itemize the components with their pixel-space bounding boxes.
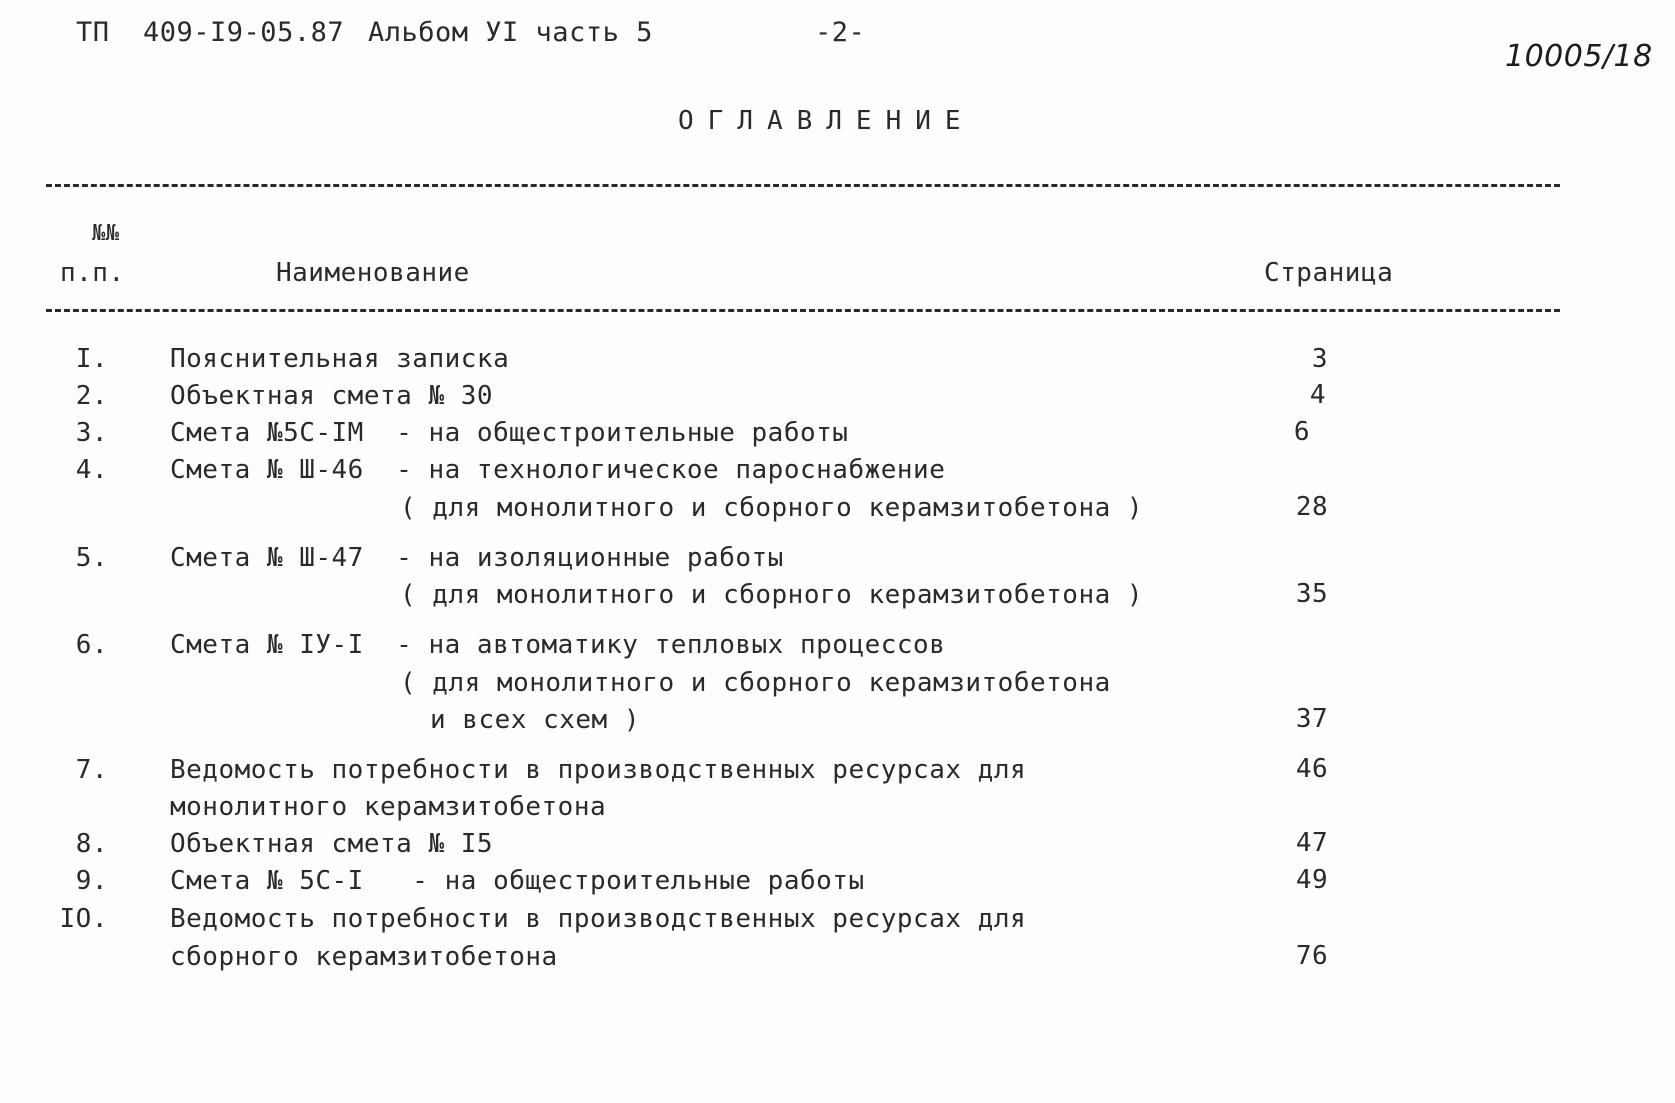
entry-2-number: 2. (75, 381, 108, 411)
entry-6-page: 37 (1295, 704, 1329, 734)
col-num-bottom: п.п. (60, 258, 125, 288)
entry-4-title: Смета № Ш-46 - на технологическое пароснабжение (170, 455, 946, 485)
entry-7-subtitle: монолитного керамзитобетона (170, 792, 607, 822)
archive-number: 10005/18 (1505, 39, 1653, 74)
entry-8-page: 47 (1295, 828, 1329, 858)
entry-2-title: Объектная смета № 30 (170, 381, 494, 411)
page-marker: -2- (815, 17, 866, 48)
col-num-top: №№ (92, 221, 120, 246)
entry-5-page: 35 (1295, 579, 1329, 609)
entry-1-title: Пояснительная записка (170, 344, 510, 374)
col-name-header: Наименование (276, 258, 470, 288)
entry-10-subtitle: сборного керамзитобетона (170, 942, 558, 972)
entry-10-title: Ведомость потребности в производственных ресурсах для (170, 904, 1027, 934)
entry-9-number: 9. (75, 866, 108, 896)
entry-5-subtitle: ( для монолитного и сборного керамзитобетона ) (400, 580, 1144, 610)
entry-6-subtitle-2: и всех схем ) (430, 705, 640, 735)
entry-3-page: 6 (1293, 417, 1311, 447)
entry-8-title: Объектная смета № I5 (170, 829, 494, 859)
entry-7-title: Ведомость потребности в производственных ресурсах для (170, 755, 1027, 785)
entry-1-page: 3 (1311, 344, 1329, 374)
entry-5-number: 5. (75, 543, 108, 573)
entry-4-page: 28 (1295, 492, 1329, 522)
entry-6-number: 6. (75, 630, 108, 660)
entry-8-number: 8. (75, 829, 108, 859)
entry-5-title: Смета № Ш-47 - на изоляционные работы (170, 543, 784, 573)
page-title: ОГЛАВЛЕНИЕ (678, 106, 975, 136)
table-header-rule (46, 309, 1560, 312)
entry-4-subtitle: ( для монолитного и сборного керамзитобетона ) (400, 493, 1144, 523)
entry-7-number: 7. (75, 755, 108, 785)
document-code: ТП 409-I9-05.87 (76, 17, 345, 48)
entry-3-number: 3. (75, 418, 108, 448)
entry-6-subtitle: ( для монолитного и сборного керамзитобетона (400, 668, 1111, 698)
col-page-header: Страница (1264, 258, 1394, 288)
entry-2-page: 4 (1309, 380, 1327, 410)
entry-10-page: 76 (1295, 941, 1329, 971)
entry-1-number: I. (75, 344, 108, 374)
entry-9-title: Смета № 5С-I - на общестроительные работы (170, 866, 865, 896)
entry-7-page: 46 (1295, 754, 1329, 784)
entry-10-number: IO. (59, 904, 108, 934)
entry-6-title: Смета № IУ-I - на автоматику тепловых процессов (170, 630, 946, 660)
table-top-rule (46, 184, 1560, 187)
entry-9-page: 49 (1295, 865, 1329, 895)
entry-4-number: 4. (75, 455, 108, 485)
entry-3-title: Смета №5С-IМ - на общестроительные работы (170, 418, 849, 448)
album-label: Альбом УI часть 5 (368, 17, 653, 48)
